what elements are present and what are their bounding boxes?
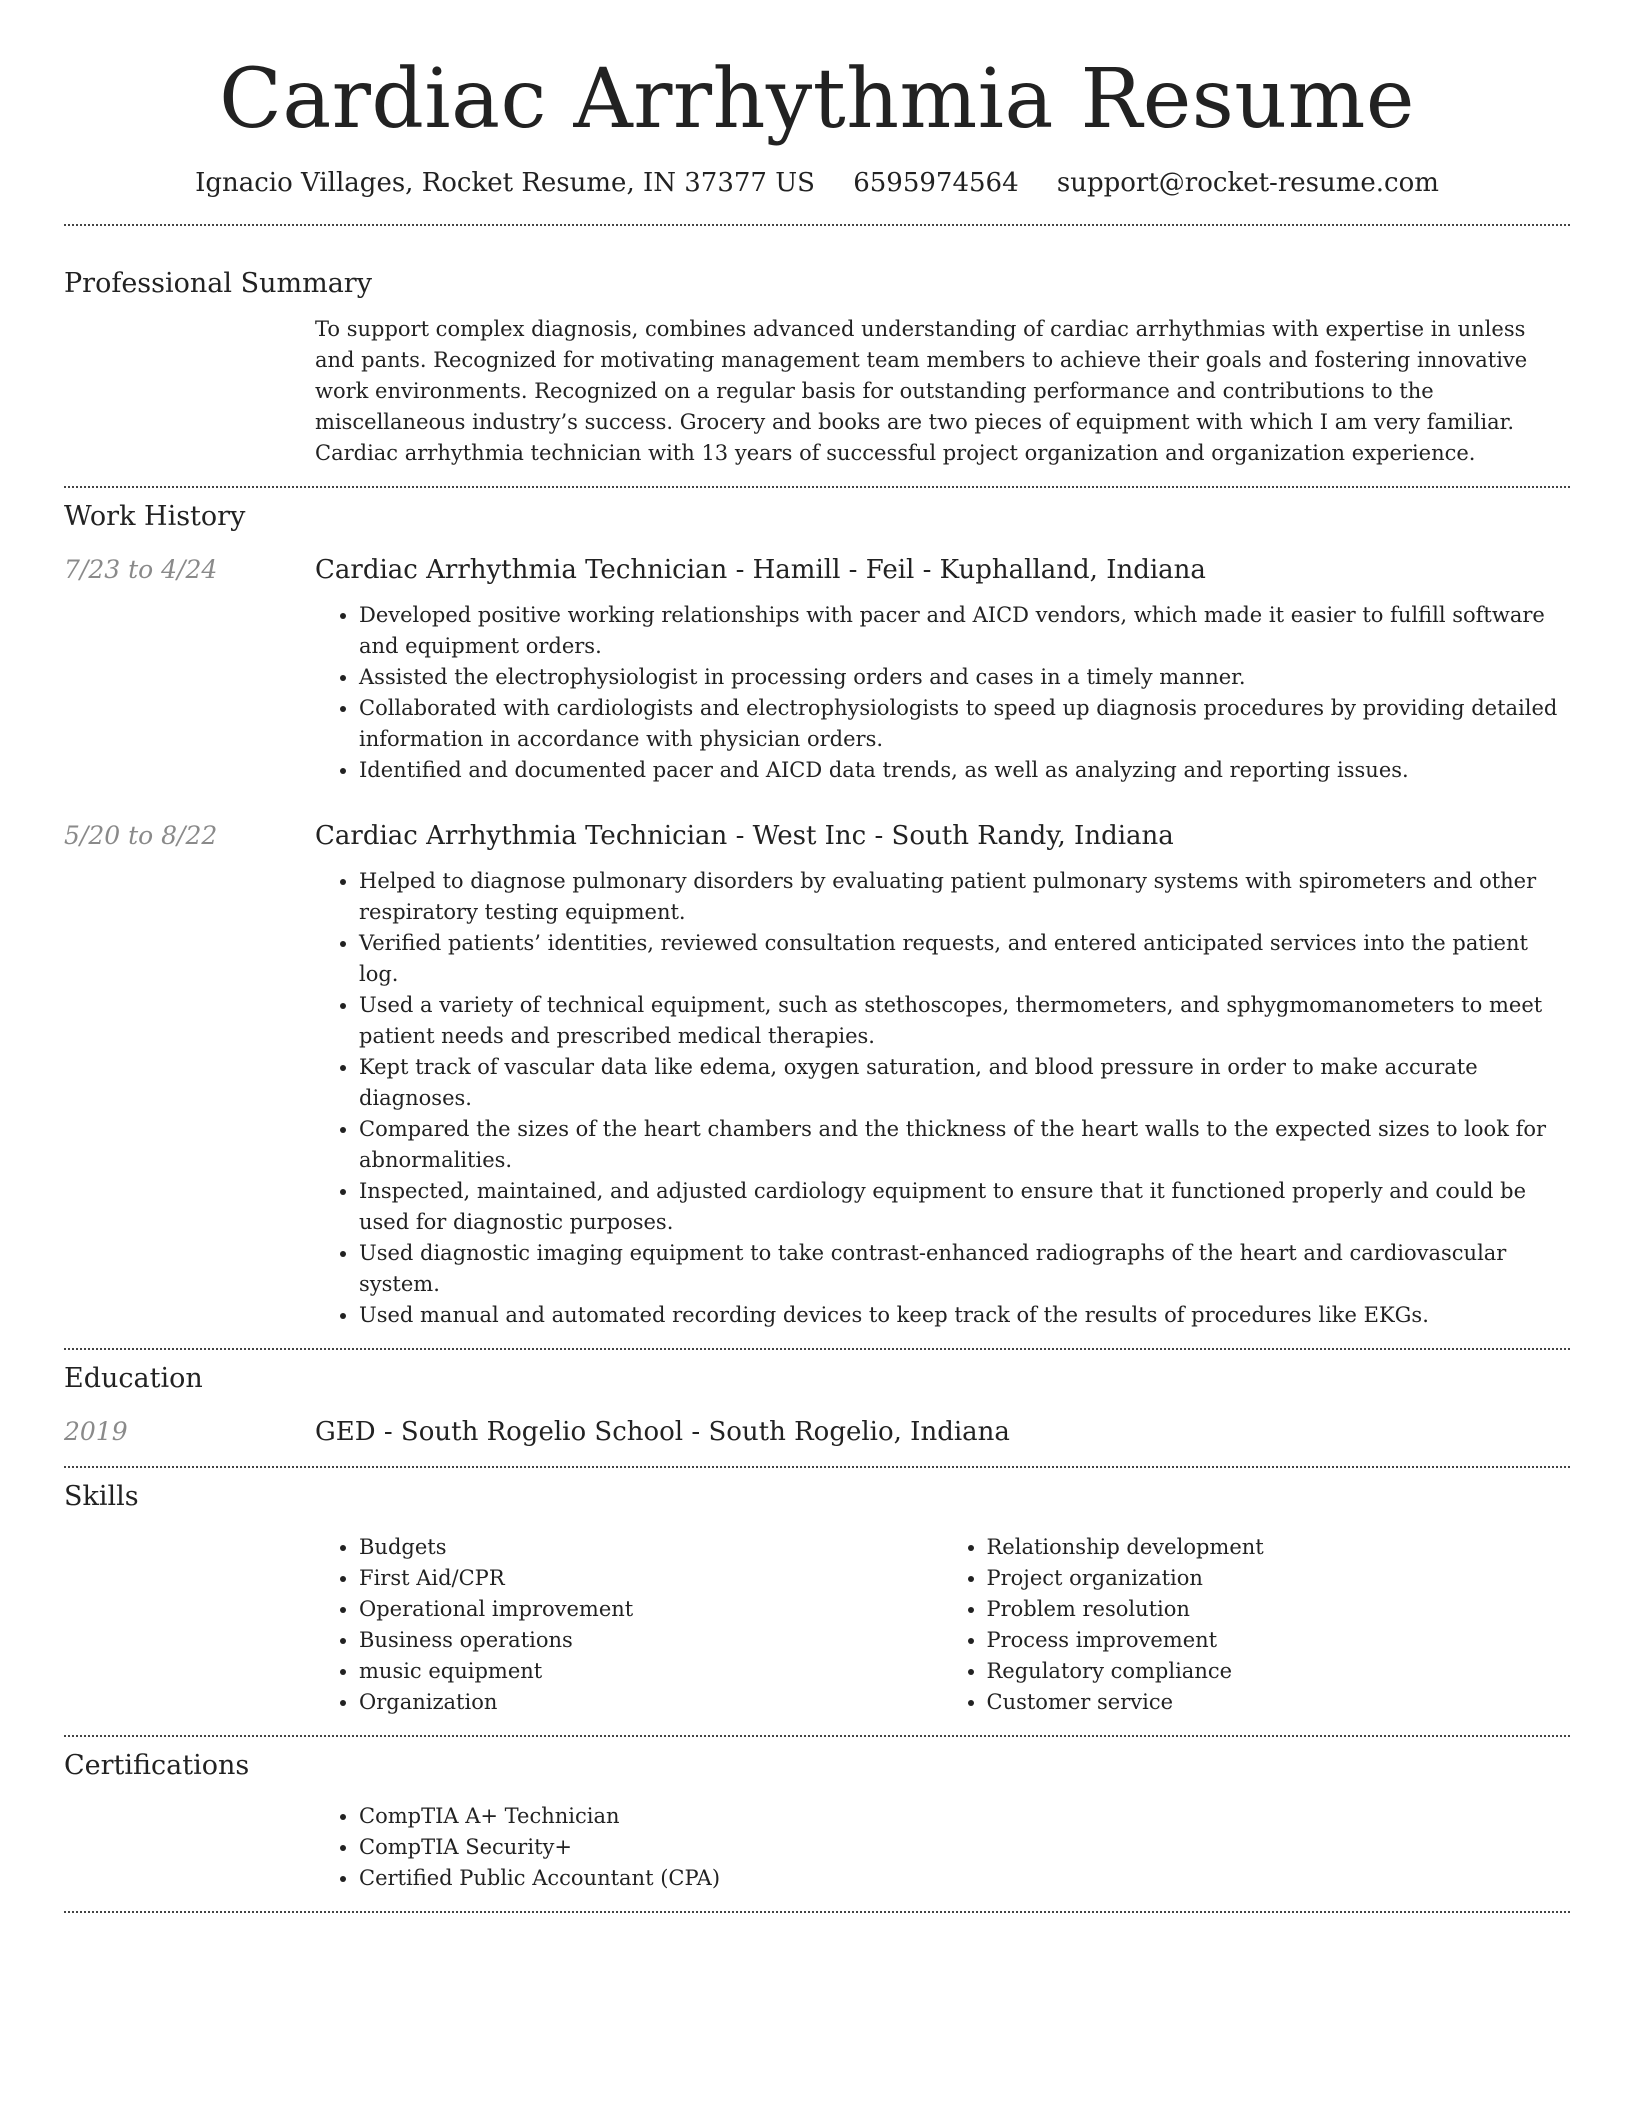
list-item: • Verified patients’ identities, reviewed consultation requests, and entered anticipated services into the patient log.: [359, 928, 1570, 990]
education-date: 2019: [64, 1417, 128, 1446]
list-item: • Developed positive working relationships with pacer and AICD vendors, which made it easier to fulfill software and equipment orders.: [359, 600, 1570, 662]
list-item: • Used diagnostic imaging equipment to take contrast-enhanced radiographs of the heart and cardiovascular system.: [359, 1238, 1570, 1300]
contact-phone: 6595974564: [853, 168, 1019, 198]
job-dates: 7/23 to 4/24: [64, 555, 218, 584]
divider: [64, 1911, 1570, 1913]
list-item: • Collaborated with cardiologists and electrophysiologists to speed up diagnosis procedures by providing detailed information in accordance with physician orders.: [359, 693, 1570, 755]
job-dates: 5/20 to 8/22: [64, 821, 218, 850]
list-item: • First Aid/CPR: [359, 1563, 943, 1594]
divider: [64, 486, 1570, 488]
job-entry: [64, 818, 1570, 1331]
resume-title: Cardiac Arrhythmia Resume: [219, 52, 1415, 147]
list-item: • Problem resolution: [987, 1594, 1571, 1625]
list-item: • Inspected, maintained, and adjusted cardiology equipment to ensure that it functioned properly and could be used for diagnostic purposes.: [359, 1176, 1570, 1238]
list-item: • Business operations: [359, 1625, 943, 1656]
certifications-row: [64, 1801, 1570, 1894]
education-entry: [64, 1414, 1570, 1450]
list-item: • Organization: [359, 1687, 943, 1718]
job-entry: [64, 552, 1570, 786]
divider: [64, 1466, 1570, 1468]
list-item: • Regulatory compliance: [987, 1656, 1571, 1687]
list-item: • Compared the sizes of the heart chambers and the thickness of the heart walls to the expected sizes to look for abnormalities.: [359, 1114, 1570, 1176]
list-item: • Identified and documented pacer and AICD data trends, as well as analyzing and reporting issues.: [359, 755, 1570, 786]
skills-heading: Skills: [64, 1481, 139, 1512]
list-item: • Kept track of vascular data like edema, oxygen saturation, and blood pressure in order to make accurate diagnoses.: [359, 1052, 1570, 1114]
list-item: • Assisted the electrophysiologist in processing orders and cases in a timely manner.: [359, 662, 1570, 693]
list-item: • Relationship development: [987, 1532, 1571, 1563]
list-item: • Helped to diagnose pulmonary disorders by evaluating patient pulmonary systems with spirometers and other respiratory testing equipment.: [359, 866, 1570, 928]
summary-heading: Professional Summary: [64, 268, 372, 299]
education-heading: Education: [64, 1363, 203, 1394]
work-history-heading: Work History: [64, 501, 246, 532]
list-item: • Operational improvement: [359, 1594, 943, 1625]
skills-list-right: [943, 1532, 1571, 1718]
education-text: GED - South Rogelio School - South Rogelio, Indiana: [315, 1417, 1010, 1447]
job-bullets: [315, 600, 1570, 786]
list-item: • music equipment: [359, 1656, 943, 1687]
certifications-heading: Certifications: [64, 1750, 250, 1781]
list-item: • CompTIA Security+: [359, 1832, 1570, 1863]
list-item: • Used a variety of technical equipment, such as stethoscopes, thermometers, and sphygmomanometers to meet patient needs and prescribed medical therapies.: [359, 990, 1570, 1052]
list-item: • Process improvement: [987, 1625, 1571, 1656]
divider: [64, 1735, 1570, 1737]
contact-address: Ignacio Villages, Rocket Resume, IN 37377 US: [195, 168, 815, 198]
list-item: • Project organization: [987, 1563, 1571, 1594]
list-item: • Customer service: [987, 1687, 1571, 1718]
summary-row: [64, 314, 1570, 469]
job-title: Cardiac Arrhythmia Technician - Hamill - Feil - Kuphalland, Indiana: [315, 555, 1206, 585]
contact-email: support@rocket-resume.com: [1056, 168, 1439, 198]
summary-text: To support complex diagnosis, combines advanced understanding of cardiac arrhythmias with expertise in unless and pants. Recognized for motivating management team members to achieve their goals and fostering innovative work environments. Recognized on a regular basis for outstanding performance and contributions to the miscellaneous industry’s success. Grocery and books are two pieces of equipment with which I am very familiar. Cardiac arrhythmia technician with 13 years of successful project organization and organization experience.: [315, 317, 1528, 465]
list-item: • Certified Public Accountant (CPA): [359, 1863, 1570, 1894]
list-item: • Budgets: [359, 1532, 943, 1563]
contact-line: [64, 168, 1570, 198]
list-item: • CompTIA A+ Technician: [359, 1801, 1570, 1832]
resume-page: [64, 0, 1570, 1913]
divider: [64, 224, 1570, 226]
certifications-list: [315, 1801, 1570, 1894]
job-title: Cardiac Arrhythmia Technician - West Inc - South Randy, Indiana: [315, 821, 1174, 851]
skills-row: [64, 1532, 1570, 1718]
job-bullets: [315, 866, 1570, 1331]
list-item: • Used manual and automated recording devices to keep track of the results of procedures like EKGs.: [359, 1300, 1570, 1331]
skills-list-left: [315, 1532, 943, 1718]
divider: [64, 1348, 1570, 1350]
